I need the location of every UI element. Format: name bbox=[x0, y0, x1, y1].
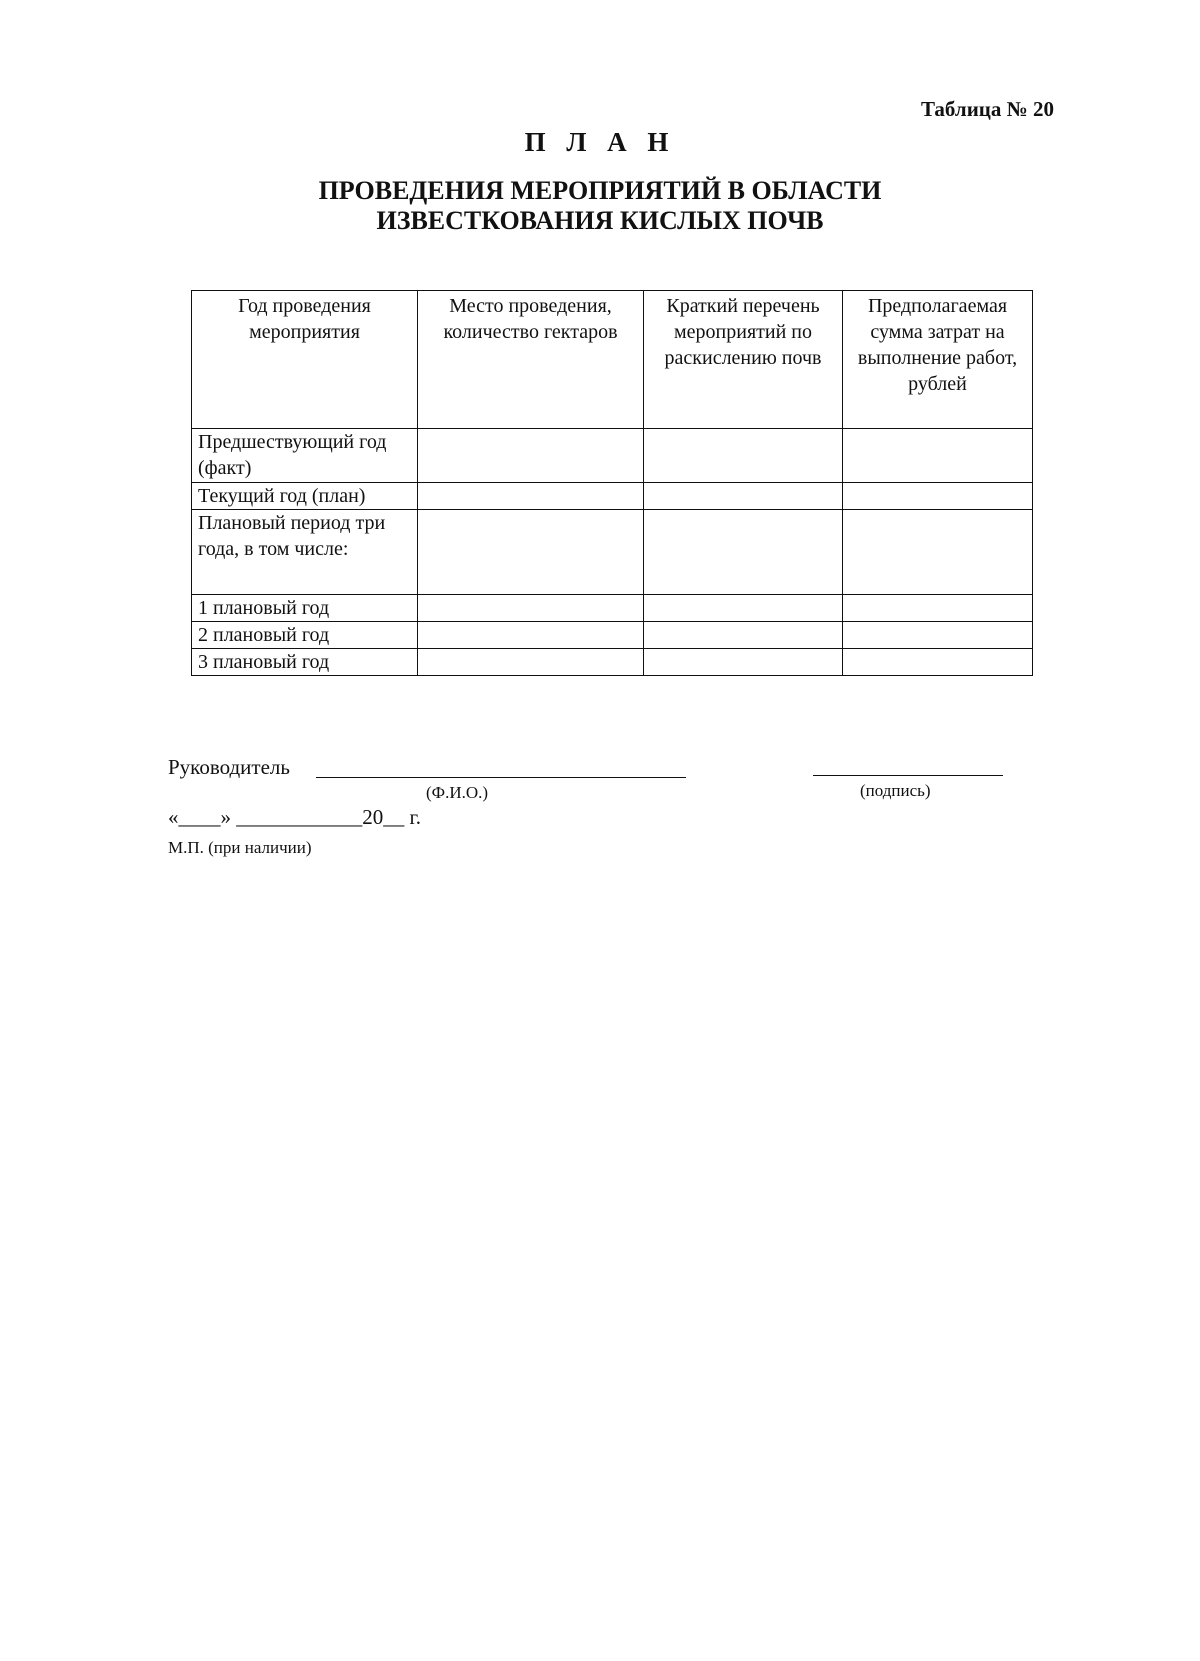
head-label: Руководитель bbox=[168, 755, 290, 779]
signature-caption: (подпись) bbox=[860, 781, 931, 800]
cell-empty bbox=[418, 595, 644, 622]
table-row bbox=[192, 510, 1033, 595]
cell-empty bbox=[843, 429, 1033, 483]
date-line: «____» ____________20__ г. bbox=[168, 805, 421, 829]
document-subtitle bbox=[0, 176, 1200, 236]
cell-empty bbox=[644, 483, 843, 510]
row-label-previous-year: Предшествующий год (факт) bbox=[192, 429, 418, 483]
header-measures: Краткий перечень мероприятий по раскислению почв bbox=[644, 291, 843, 429]
row-label-current-year: Текущий год (план) bbox=[192, 483, 418, 510]
cell-empty bbox=[843, 510, 1033, 595]
cell-empty bbox=[843, 595, 1033, 622]
table-row bbox=[192, 649, 1033, 676]
cell-empty bbox=[418, 510, 644, 595]
row-label-plan-year-3: 3 плановый год bbox=[192, 649, 418, 676]
cell-empty bbox=[644, 622, 843, 649]
table-row bbox=[192, 483, 1033, 510]
fio-caption: (Ф.И.О.) bbox=[426, 783, 489, 802]
subtitle-line-2: ИЗВЕСТКОВАНИЯ КИСЛЫХ ПОЧВ bbox=[376, 206, 824, 235]
cell-empty bbox=[644, 595, 843, 622]
table-row bbox=[192, 622, 1033, 649]
cell-empty bbox=[644, 510, 843, 595]
document-title: П Л А Н bbox=[524, 127, 676, 157]
table-row bbox=[192, 595, 1033, 622]
header-location: Место проведения, количество гектаров bbox=[418, 291, 644, 429]
row-label-planning-period: Плановый период три года, в том числе: bbox=[192, 510, 418, 595]
cell-empty bbox=[418, 483, 644, 510]
plan-table bbox=[191, 290, 1033, 676]
header-year: Год проведения мероприятия bbox=[192, 291, 418, 429]
subtitle-line-1: ПРОВЕДЕНИЯ МЕРОПРИЯТИЙ В ОБЛАСТИ bbox=[318, 176, 882, 205]
fio-line bbox=[316, 777, 686, 778]
row-label-plan-year-1: 1 плановый год bbox=[192, 595, 418, 622]
cell-empty bbox=[843, 649, 1033, 676]
stamp-note: М.П. (при наличии) bbox=[168, 838, 312, 857]
table-header-row bbox=[192, 291, 1033, 429]
cell-empty bbox=[843, 622, 1033, 649]
cell-empty bbox=[843, 483, 1033, 510]
table-row bbox=[192, 429, 1033, 483]
header-cost: Предполагаемая сумма затрат на выполнение работ, рублей bbox=[843, 291, 1033, 429]
row-label-plan-year-2: 2 плановый год bbox=[192, 622, 418, 649]
cell-empty bbox=[644, 429, 843, 483]
table-number: Таблица № 20 bbox=[920, 97, 1054, 121]
cell-empty bbox=[644, 649, 843, 676]
cell-empty bbox=[418, 622, 644, 649]
signature-line bbox=[813, 775, 1003, 776]
cell-empty bbox=[418, 429, 644, 483]
cell-empty bbox=[418, 649, 644, 676]
